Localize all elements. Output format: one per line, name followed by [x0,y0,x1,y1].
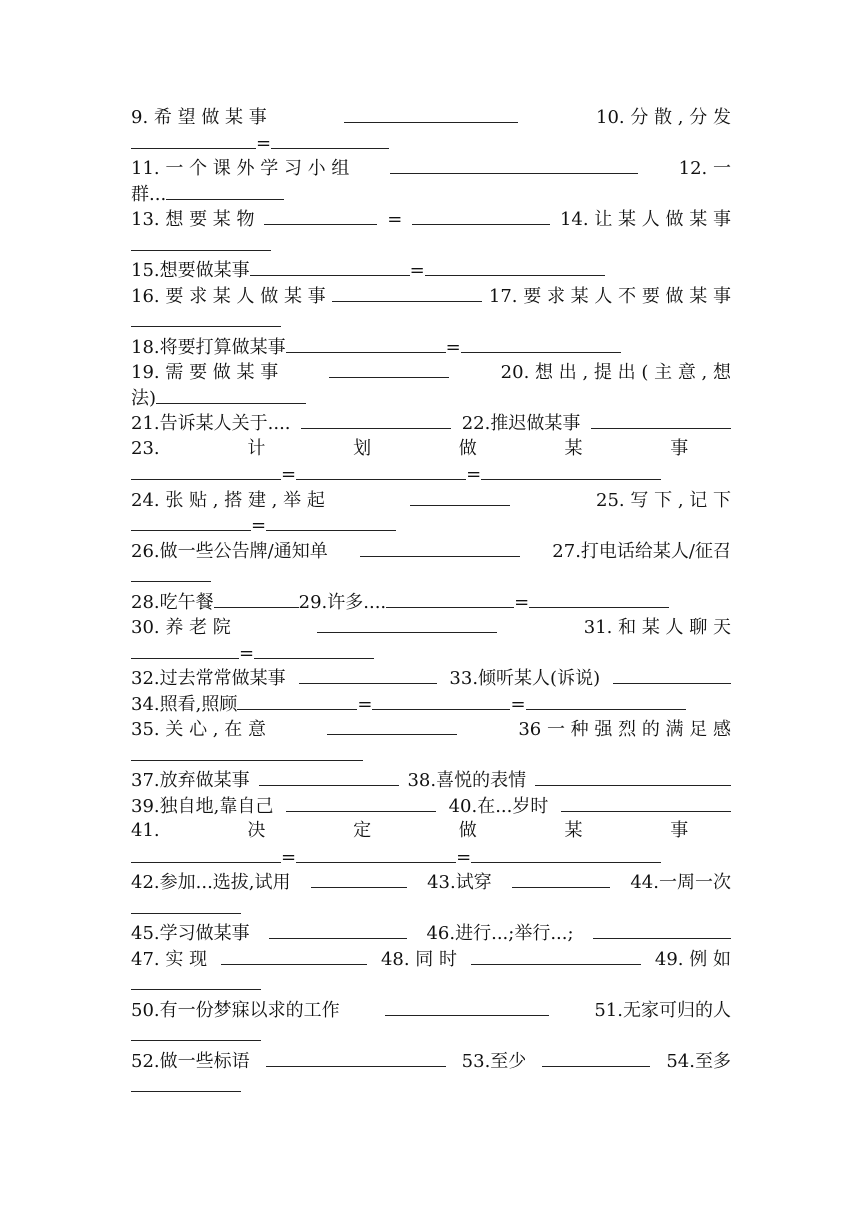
item-46: 46.进行...;举行...; [426,923,574,944]
answer-blank-15b[interactable] [425,257,605,276]
item-22: 22.推迟做某事 [461,413,581,434]
answer-blank-50[interactable] [385,997,549,1016]
worksheet [131,104,731,1099]
item-31: 31. 和 某 人 聊 天 [583,617,731,638]
worksheet-line [131,130,731,156]
worksheet-line [131,538,731,564]
answer-blank-13b[interactable] [412,206,550,225]
answer-blank-41a[interactable] [131,844,281,863]
answer-blank-42[interactable] [311,869,407,888]
item-9: 9. 希 望 做 某 事 [131,107,267,128]
item-39: 39.独自地,靠自己 [131,795,274,817]
answer-blank-25a[interactable] [131,512,251,531]
worksheet-line [131,997,731,1023]
worksheet-line [131,946,731,972]
answer-blank-22[interactable] [591,410,731,429]
answer-blank-39[interactable] [286,793,436,812]
item-45: 45.学习做某事 [131,923,250,944]
item-49: 49. 例 如 [654,948,731,970]
answer-blank-31a[interactable] [131,640,239,659]
worksheet-line [131,410,731,436]
answer-blank-9[interactable] [344,104,518,123]
item-33: 33.倾听某人(诉说) [449,668,601,689]
worksheet-line [131,818,731,844]
equals-sign: = [387,209,403,230]
worksheet-line [131,614,731,640]
item-38: 38.喜悦的表情 [407,770,527,791]
item-15: 15.想要做某事 [131,260,250,281]
item-10: 10. 分 散 , 分 发 [596,107,731,128]
item-11: 11. 一 个 课 外 学 习 小 组 [131,158,350,179]
answer-blank-54[interactable] [131,1073,241,1092]
item-14: 14. 让 某 人 做 某 事 [559,209,731,230]
worksheet-line [131,487,731,513]
worksheet-line [131,308,731,334]
item-47: 47. 实 现 [131,948,208,970]
item-42: 42.参加...选拔,试用 [131,872,291,893]
item-50: 50.有一份梦寐以求的工作 [131,999,340,1021]
item-52: 52.做一些标语 [131,1050,250,1072]
item-16: 16. 要 求 某 人 做 某 事 [131,285,326,307]
item-37: 37.放弃做某事 [131,770,250,791]
answer-blank-20[interactable] [156,385,306,404]
answer-blank-25b[interactable] [266,512,396,531]
worksheet-line [131,665,731,691]
answer-blank-34b[interactable] [372,691,510,710]
answer-blank-18a[interactable] [286,334,446,353]
worksheet-line [131,1022,731,1048]
worksheet-line [131,691,731,717]
worksheet-line [131,461,731,487]
worksheet-line [131,436,731,462]
item-23: 23. 计 划 做 某 事 [131,437,689,459]
item-51: 51.无家可归的人 [594,999,731,1021]
item-20-start: 20. 想 出 , 提 出 ( 主 意 , 想 [500,362,731,383]
answer-blank-14[interactable] [131,232,271,251]
answer-blank-10b[interactable] [271,130,389,149]
item-19: 19. 需 要 做 某 事 [131,362,279,383]
item-43: 43.试穿 [427,872,492,893]
worksheet-line [131,206,731,232]
worksheet-line [131,563,731,589]
answer-blank-16[interactable] [332,283,482,302]
item-17: 17. 要 求 某 人 不 要 做 某 事 [488,285,731,307]
worksheet-line [131,1048,731,1074]
equals-sign: = [514,591,530,613]
answer-blank-28[interactable] [214,589,299,608]
answer-blank-30[interactable] [317,614,497,633]
item-21: 21.告诉某人关于.... [131,413,291,434]
equals-sign: = [357,693,373,715]
answer-blank-34c[interactable] [526,691,686,710]
item-48: 48. 同 时 [380,948,458,970]
answer-blank-15a[interactable] [250,257,410,276]
item-30: 30. 养 老 院 [131,617,231,638]
answer-blank-36[interactable] [131,742,363,761]
worksheet-line [131,155,731,181]
worksheet-line [131,895,731,921]
answer-blank-19[interactable] [329,359,449,378]
answer-blank-31b[interactable] [254,640,374,659]
item-27: 27.打电话给某人/征召 [552,540,731,562]
answer-blank-40[interactable] [561,793,731,812]
worksheet-line [131,334,731,360]
equals-sign: = [239,642,255,664]
answer-blank-38[interactable] [535,767,731,786]
equals-sign: = [510,693,526,715]
answer-blank-41b[interactable] [296,844,456,863]
worksheet-line [131,844,731,870]
answer-blank-26[interactable] [360,538,520,557]
item-34: 34.照看,照顾 [131,693,238,715]
answer-blank-45[interactable] [269,920,407,939]
worksheet-line [131,793,731,819]
answer-blank-29a[interactable] [386,589,514,608]
answer-blank-46[interactable] [593,920,731,939]
answer-blank-53[interactable] [542,1048,650,1067]
answer-blank-21[interactable] [301,410,451,429]
worksheet-line [131,359,731,385]
answer-blank-34a[interactable] [237,691,357,710]
worksheet-line [131,283,731,309]
worksheet-line [131,232,731,258]
answer-blank-41c[interactable] [471,844,661,863]
worksheet-line [131,920,731,946]
answer-blank-52[interactable] [266,1048,446,1067]
equals-sign: = [281,464,297,485]
worksheet-line [131,716,731,742]
item-13: 13. 想 要 某 物 [131,209,255,230]
item-53: 53.至少 [461,1050,527,1072]
worksheet-line [131,181,731,207]
item-18: 18.将要打算做某事 [131,336,286,358]
worksheet-line [131,257,731,283]
worksheet-line [131,742,731,768]
equals-sign: = [466,464,482,485]
item-26: 26.做一些公告牌/通知单 [131,540,328,562]
item-40: 40.在...岁时 [448,795,549,817]
answer-blank-17[interactable] [131,308,281,327]
item-12-end: 群... [131,183,167,205]
answer-blank-37[interactable] [259,767,399,786]
answer-blank-13a[interactable] [264,206,377,225]
item-35: 35. 关 心 , 在 意 [131,719,266,740]
answer-blank-18b[interactable] [461,334,621,353]
answer-blank-48[interactable] [471,946,641,965]
item-25: 25. 写 下 , 记 下 [596,489,731,511]
answer-blank-43[interactable] [512,869,610,888]
item-12-start: 12. 一 [678,158,731,179]
equals-sign: = [251,515,267,536]
item-29: 29.许多.... [298,591,387,613]
equals-sign: = [445,336,461,358]
answer-blank-11[interactable] [390,155,638,174]
answer-blank-10a[interactable] [131,130,256,149]
item-28: 28.吃午餐 [131,591,214,613]
worksheet-line [131,512,731,538]
answer-blank-29b[interactable] [529,589,669,608]
worksheet-line [131,971,731,997]
answer-blank-33[interactable] [613,665,731,684]
answer-blank-23a[interactable] [131,461,281,480]
equals-sign: = [256,132,272,154]
answer-blank-32[interactable] [299,665,437,684]
item-54: 54.至多 [666,1050,731,1072]
item-41: 41. 决 定 做 某 事 [131,820,689,841]
item-24: 24. 张 贴 , 搭 建 , 举 起 [131,489,325,511]
answer-blank-24[interactable] [410,487,510,506]
worksheet-line [131,385,731,411]
worksheet-line [131,640,731,666]
worksheet-line [131,1073,731,1099]
worksheet-line [131,869,731,895]
item-20-end: 法) [131,387,157,409]
answer-blank-49[interactable] [131,971,261,990]
equals-sign: = [409,260,425,281]
answer-blank-51[interactable] [131,1022,261,1041]
worksheet-line [131,767,731,793]
answer-blank-27[interactable] [131,563,211,582]
equals-sign: = [456,846,472,868]
worksheet-line [131,589,731,615]
item-32: 32.过去常常做某事 [131,668,286,689]
answer-blank-12[interactable] [166,181,284,200]
item-36: 36 一 种 强 烈 的 满 足 感 [518,719,731,740]
answer-blank-35[interactable] [327,716,457,735]
answer-blank-23b[interactable] [296,461,466,480]
equals-sign: = [281,846,297,868]
answer-blank-47[interactable] [221,946,367,965]
answer-blank-44[interactable] [131,895,241,914]
worksheet-line [131,104,731,130]
item-44: 44.一周一次 [630,872,731,893]
answer-blank-23c[interactable] [481,461,661,480]
